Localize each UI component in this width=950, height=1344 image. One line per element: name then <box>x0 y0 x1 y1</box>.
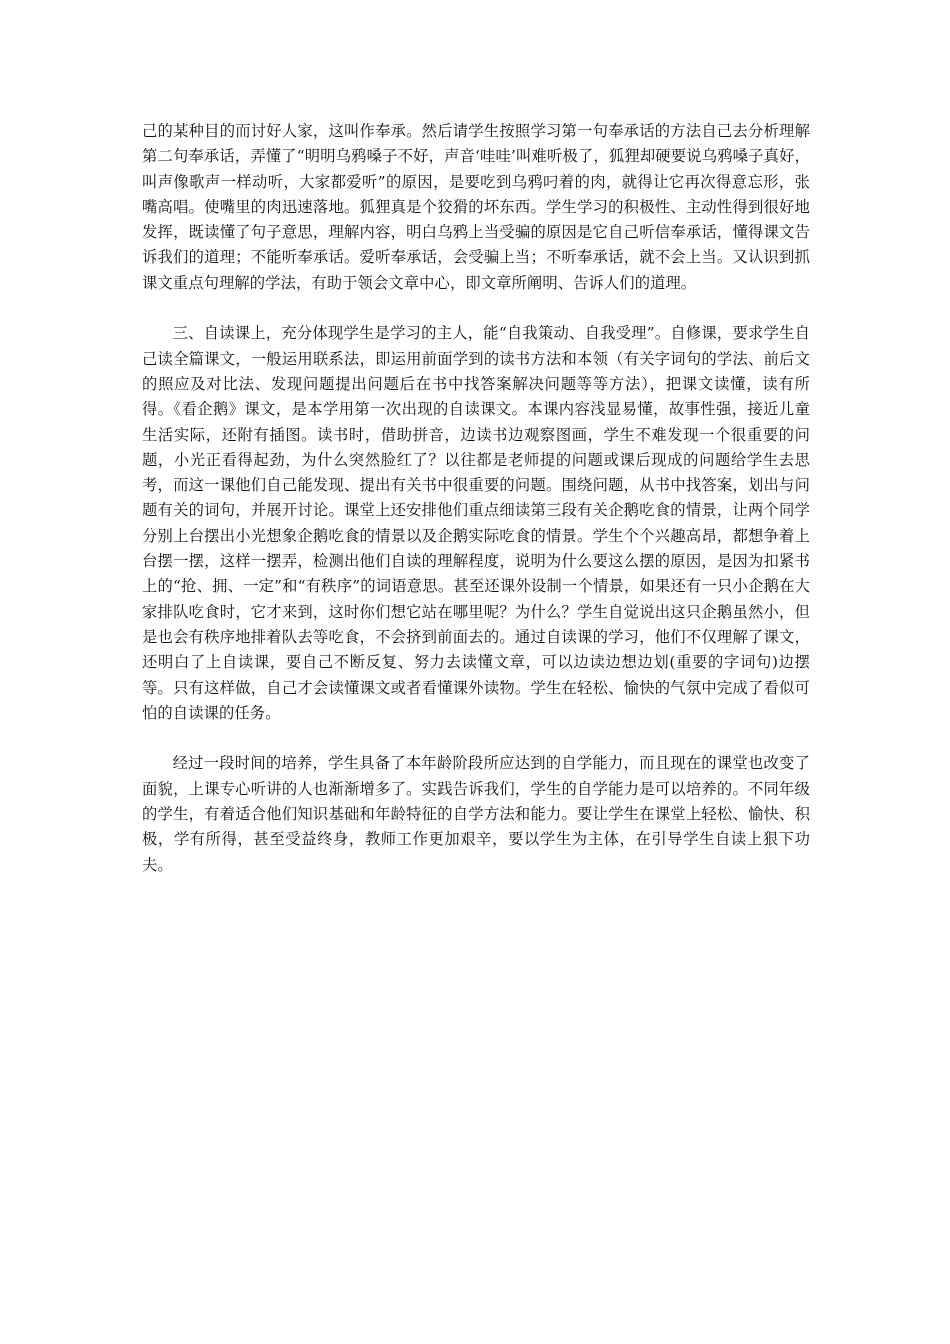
paragraph-spacer <box>142 726 810 751</box>
paragraph-self-reading-class: 三、自读课上，充分体现学生是学习的主人，能“自我策动、自我受理”。自修课，要求学生自己读全篇课文，一般运用联系法，即运用前面学到的读书方法和本领（有关字词句的学法、前后文的照应及对比法、发现问题提出问题后在书中找答案解决问题等等方法），把课文读懂，读有所得。《看企鹅》课文，是本学用第一次出现的自读课文。本课内容浅显易懂，故事性强，接近儿童生活实际，还附有插图。读书时，借助拼音，边读书边观察图画，学生不难发现一个很重要的问题，小光正看得起劲，为什么突然脸红了？以往都是老师提的问题或课后现成的问题给学生去思考，而这一课他们自己能发现、提出有关书中很重要的问题。围绕问题，从书中找答案，划出与问题有关的词句，并展开讨论。课堂上还安排他们重点细读第三段有关企鹅吃食的情景，让两个同学分别上台摆出小光想象企鹅吃食的情景以及企鹅实际吃食的情景。学生个个兴趣高昂，都想争着上台摆一摆，这样一摆弄，检测出他们自读的理解程度，说明为什么要这么摆的原因，是因为扣紧书上的“抢、拥、一定”和“有秩序”的词语意思。甚至还课外设制一个情景，如果还有一只小企鹅在大家排队吃食时，它才来到，这时你们想它站在哪里呢？为什么？学生自觉说出这只企鹅虽然小，但是也会有秩序地排着队去等吃食，不会挤到前面去的。通过自读课的学习，他们不仅理解了课文，还明白了上自读课，要自己不断反复、努力去读懂文章，可以边读边想边划(重要的字词句)边摆等。只有这样做，自己才会读懂课文或者看懂课外读物。学生在轻松、愉快的气氛中完成了看似可怕的自读课的任务。 <box>142 324 810 722</box>
paragraph-continuation: 己的某种目的而讨好人家，这叫作奉承。然后请学生按照学习第一句奉承话的方法自己去分析理解第二句奉承话，弄懂了“明明乌鸦嗓子不好，声音‘哇哇’叫难听极了，狐狸却硬要说乌鸦嗓子真好，叫声像歌声一样动听，大家都爱听”的原因，是要吃到乌鸦叼着的肉，就得让它再次得意忘形，张嘴高唱。使嘴里的肉迅速落地。狐狸真是个狡猾的坏东西。学生学习的积极性、主动性得到很好地发挥，既读懂了句子意思，理解内容，明白乌鸦上当受骗的原因是它自己听信奉承话，懂得课文告诉我们的道理；不能听奉承话。爱听奉承话，会受骗上当；不听奉承话，就不会上当。又认识到抓课文重点句理解的学法，有助于领会文章中心，即文章所阐明、告诉人们的道理。 <box>142 122 810 292</box>
paragraph-spacer <box>142 296 810 321</box>
paragraph-conclusion: 经过一段时间的培养，学生具备了本年龄阶段所应达到的自学能力，而且现在的课堂也改变了面貌，上课专心听讲的人也渐渐增多了。实践告诉我们，学生的自学能力是可以培养的。不同年级的学生，有着适合他们知识基础和年龄特征的自学方法和能力。要让学生在课堂上轻松、愉快、积极，学有所得，甚至受益终身，教师工作更加艰辛，要以学生为主体，在引导学生自读上狠下功夫。 <box>142 754 810 874</box>
document-body <box>142 119 810 878</box>
